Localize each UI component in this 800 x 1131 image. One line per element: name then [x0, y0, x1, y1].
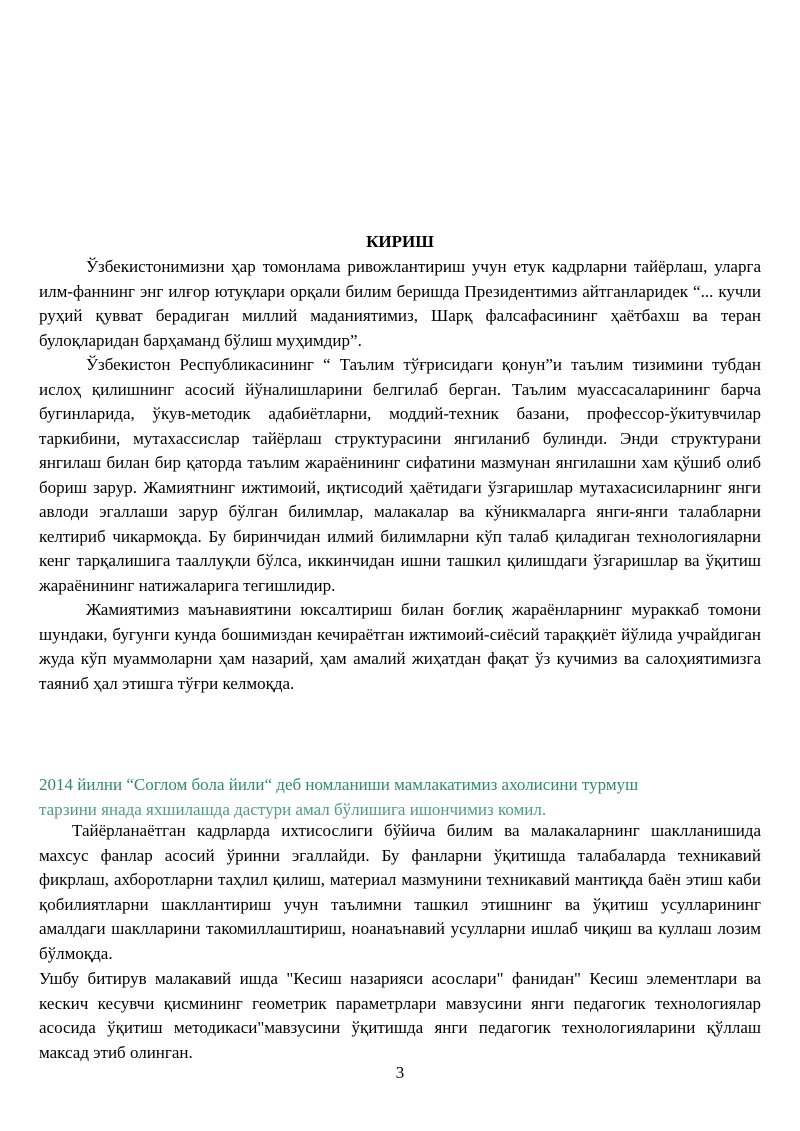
- highlighted-note-line: 2014 йилни “Соглом бола йили“ деб номланиши мамлакатимиз ахолисини турмуш: [39, 775, 639, 794]
- paragraph: Жамиятимиз маънавиятини юксалтириш билан боғлиқ жараёнларнинг мураккаб томони шундаки, бугунги кунда бошимиздан кечираётган ижтимоий-сиёсий тараққиёт йўлида учрайдиган жуда кўп муаммоларни ҳам назарий, ҳам амалий жиҳатдан фақат ўз кучимиз ва салоҳиятимизга таяниб ҳал этишга тўғри келмоқда.: [39, 600, 761, 693]
- paragraph: Тайёрланаётган кадрларда ихтисослиги бўйича билим ва малакаларнинг шаклланишида махсус фанлар асосий ўринни эгаллайди. Бу фанларни ўқитишда талабаларда техникавий фикрлаш, ахборотларни таҳлил қилиш, материал мазмунини техникавий мантиқда баён этиш каби қобилиятларни шакллантириш учун таълимни ташкил этишнинг ва ўқитиш усулларининг амалдаги шаклларини такомиллаштириш, ноанаънавий усулларни ишлаб чиқиш ва куллаш лозим бўлмоқда.: [39, 821, 761, 963]
- body-text: [39, 819, 761, 966]
- section-heading: КИРИШ: [366, 232, 434, 251]
- paragraph: Ўзбекистон Республикасининг “ Таълим тўғрисидаги қонун”и таълим тизимини тубдан ислоҳ қилишнинг асосий йўналишларини белгилаб берган. Таълим муассасаларининг барча бугинларида, ўкув-методик адабиётларни, моддий-техник базани, профессор-ўкитувчилар таркибини, мутахассислар тайёрлаш структурасини янгиланиб булинди. Энди структурани янгилаш билан бир қаторда таълим жараёнининг сифатини мазмунан янгилашни хам қўшиб олиб бориш зарур. Жамиятнинг ижтимоий, иқтисодий ҳаётидаги ўзгаришлар мутахасисиларнинг янги авлоди эгаллаши зарур бўлган билимлар, малакалар ва кўникмаларга янги-янги талабларни келтириб чикармоқда. Бу биринчидан илмий билимларни кўп талаб қиладиган технологияларни кенг тарқалишига тааллуқли бўлса, иккинчидан ишни ташкил қилишдаги ўзгаришлар ва ўқитиш жараёнининг натижаларига тегишлидир.: [39, 355, 761, 595]
- intro-text: [39, 255, 761, 696]
- paragraph: Ўзбекистонимизни ҳар томонлама ривожлантириш учун етук кадрларни тайёрлаш, уларга илм-фаннинг энг илғор ютуқлари орқали билим беришда Президентимиз айтганларидек “... кучли руҳий қувват берадиган миллий маданиятимиз, Шарқ фалсафасининг ҳаётбахш ва теран булоқларидан барҳаманд бўлиш муҳимдир”.: [39, 257, 761, 350]
- page-number: 3: [395, 1063, 405, 1082]
- highlighted-note: [39, 773, 779, 822]
- highlighted-note-line: тарзини янада яхшилашда дастури амал бўлишига ишончимиз комил.: [39, 799, 547, 819]
- paragraph: Ушбу битирув малакавий ишда "Кесиш назарияси асослари" фанидан" Кесиш элементлари ва кескич кесувчи қисмининг геометрик параметрлари мавзусини янги педагогик технологиялар асосида ўқитиш методикаси"мавзусини ўқитишда янги педагогик технологияларини қўллаш максад этиб олинган.: [39, 969, 761, 1062]
- closing-text: [39, 967, 761, 1065]
